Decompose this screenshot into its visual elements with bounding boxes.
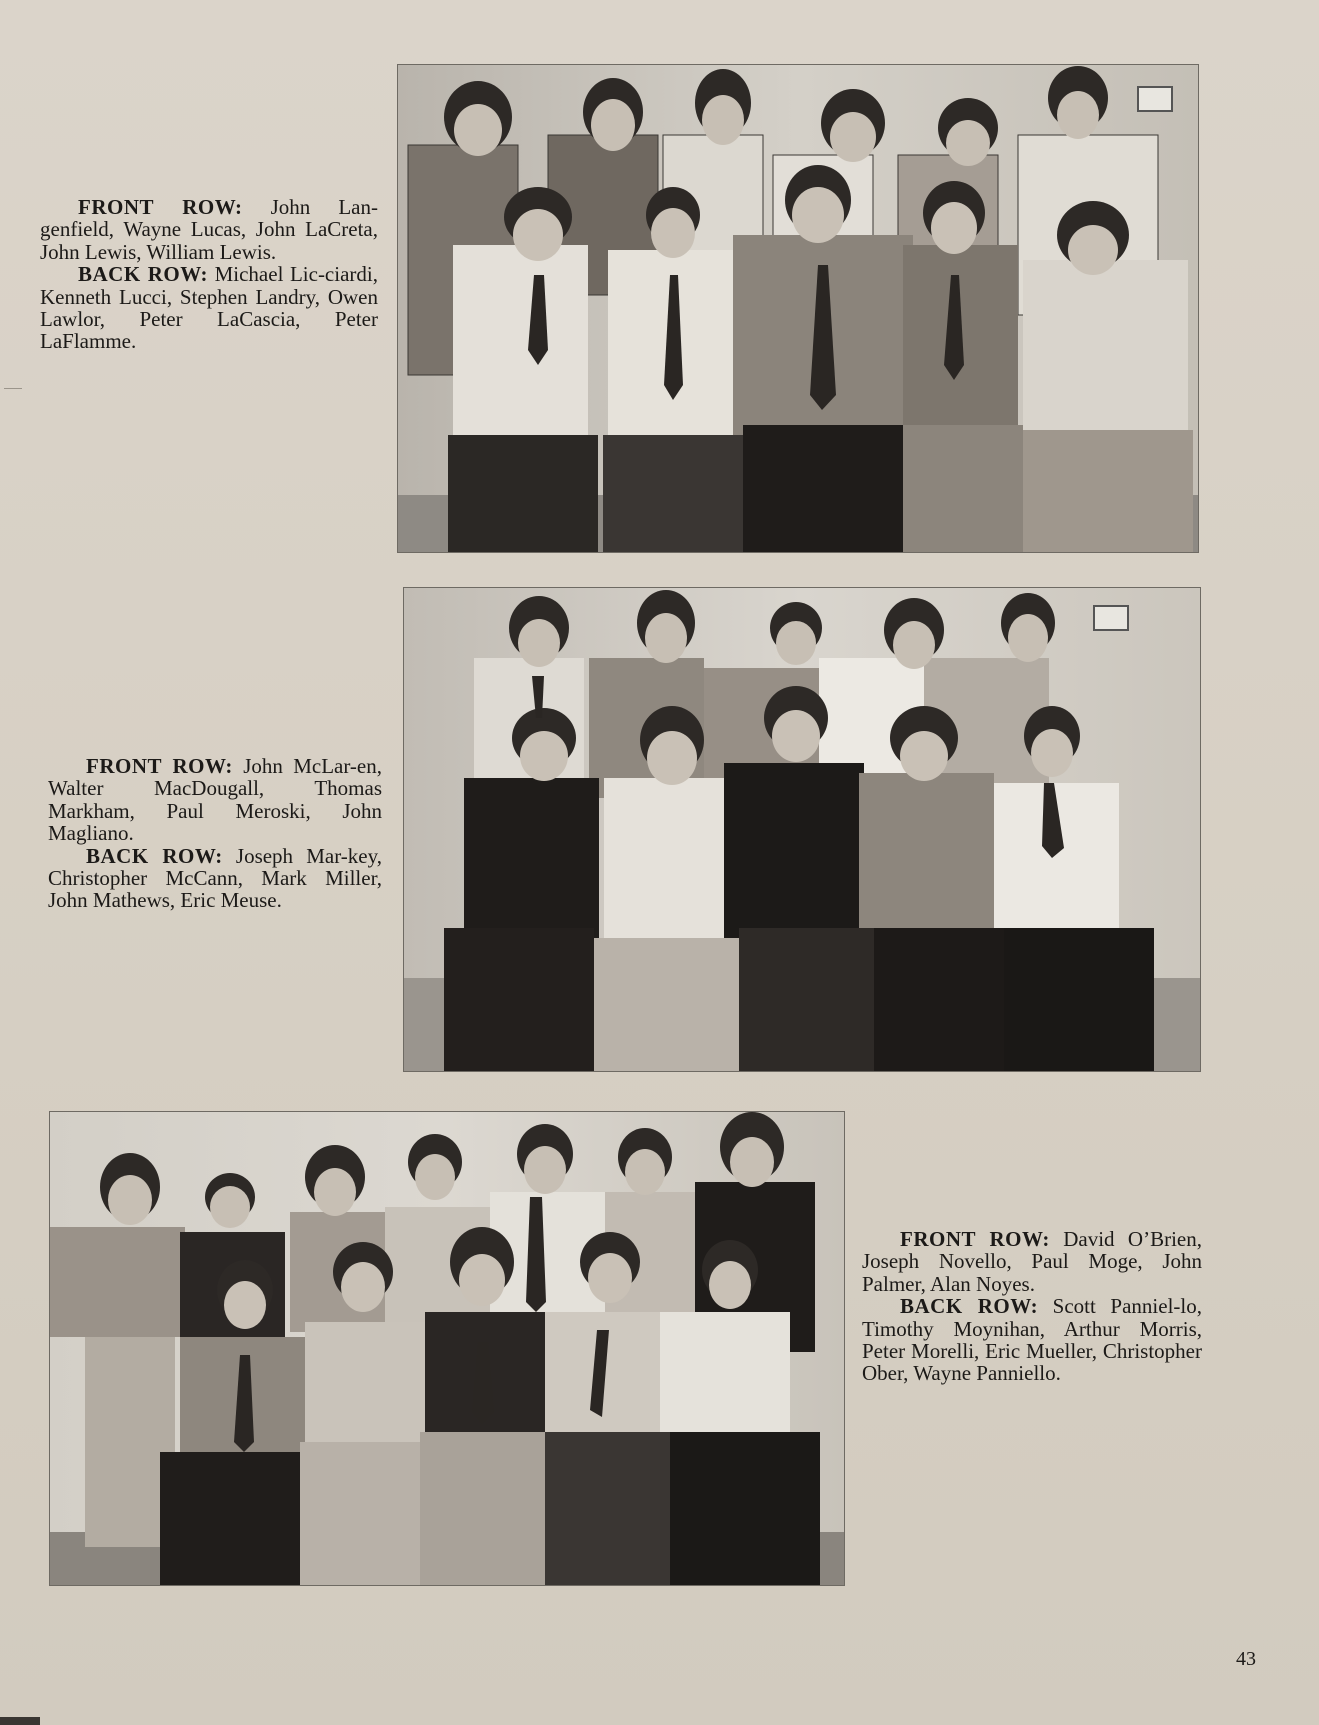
front-row-label: FRONT ROW: xyxy=(78,195,243,219)
group-photo-3 xyxy=(50,1112,844,1585)
back-row-names: Scott Panniel-lo, Timothy Moynihan, Arthur Morris, Peter Morelli, Eric Mueller, Christopher Ober, Wayne Panniello. xyxy=(862,1294,1202,1386)
page-number: 43 xyxy=(1236,1648,1256,1670)
back-row-paragraph xyxy=(40,263,378,353)
front-row-paragraph xyxy=(40,196,378,263)
photo-2-image xyxy=(404,588,1200,1071)
back-row-names: Michael Lic-ciardi, Kenneth Lucci, Stephen Landry, Owen Lawlor, Peter LaCascia, Peter LaFlamme. xyxy=(40,262,378,354)
front-row-names: David O’Brien, Joseph Novello, Paul Moge, John Palmer, Alan Noyes. xyxy=(862,1227,1202,1296)
front-row-paragraph xyxy=(862,1228,1202,1295)
scan-edge xyxy=(0,1717,40,1725)
photo-1-image xyxy=(398,65,1198,552)
back-row-paragraph xyxy=(862,1295,1202,1385)
group-photo-1 xyxy=(398,65,1198,552)
back-row-paragraph xyxy=(48,845,382,912)
front-row-label: FRONT ROW: xyxy=(900,1227,1050,1251)
back-row-label: BACK ROW: xyxy=(86,843,223,868)
photo-3-image xyxy=(50,1112,844,1585)
margin-mark xyxy=(4,388,22,389)
front-row-paragraph xyxy=(48,755,382,845)
caption-group-1 xyxy=(40,196,378,353)
group-photo-2 xyxy=(404,588,1200,1071)
back-row-names: Joseph Mar-key, Christopher McCann, Mark Miller, John Mathews, Eric Meuse. xyxy=(48,843,383,913)
front-row-names: John McLar-en, Walter MacDougall, Thomas Markham, Paul Meroski, John Magliano. xyxy=(48,754,382,846)
caption-group-2 xyxy=(48,755,382,912)
front-row-names: John Lan-genfield, Wayne Lucas, John LaCreta, John Lewis, William Lewis. xyxy=(40,195,378,264)
back-row-label: BACK ROW: xyxy=(78,262,209,287)
front-row-label: FRONT ROW: xyxy=(86,754,233,778)
back-row-label: BACK ROW: xyxy=(900,1294,1039,1319)
caption-group-3 xyxy=(862,1228,1202,1385)
